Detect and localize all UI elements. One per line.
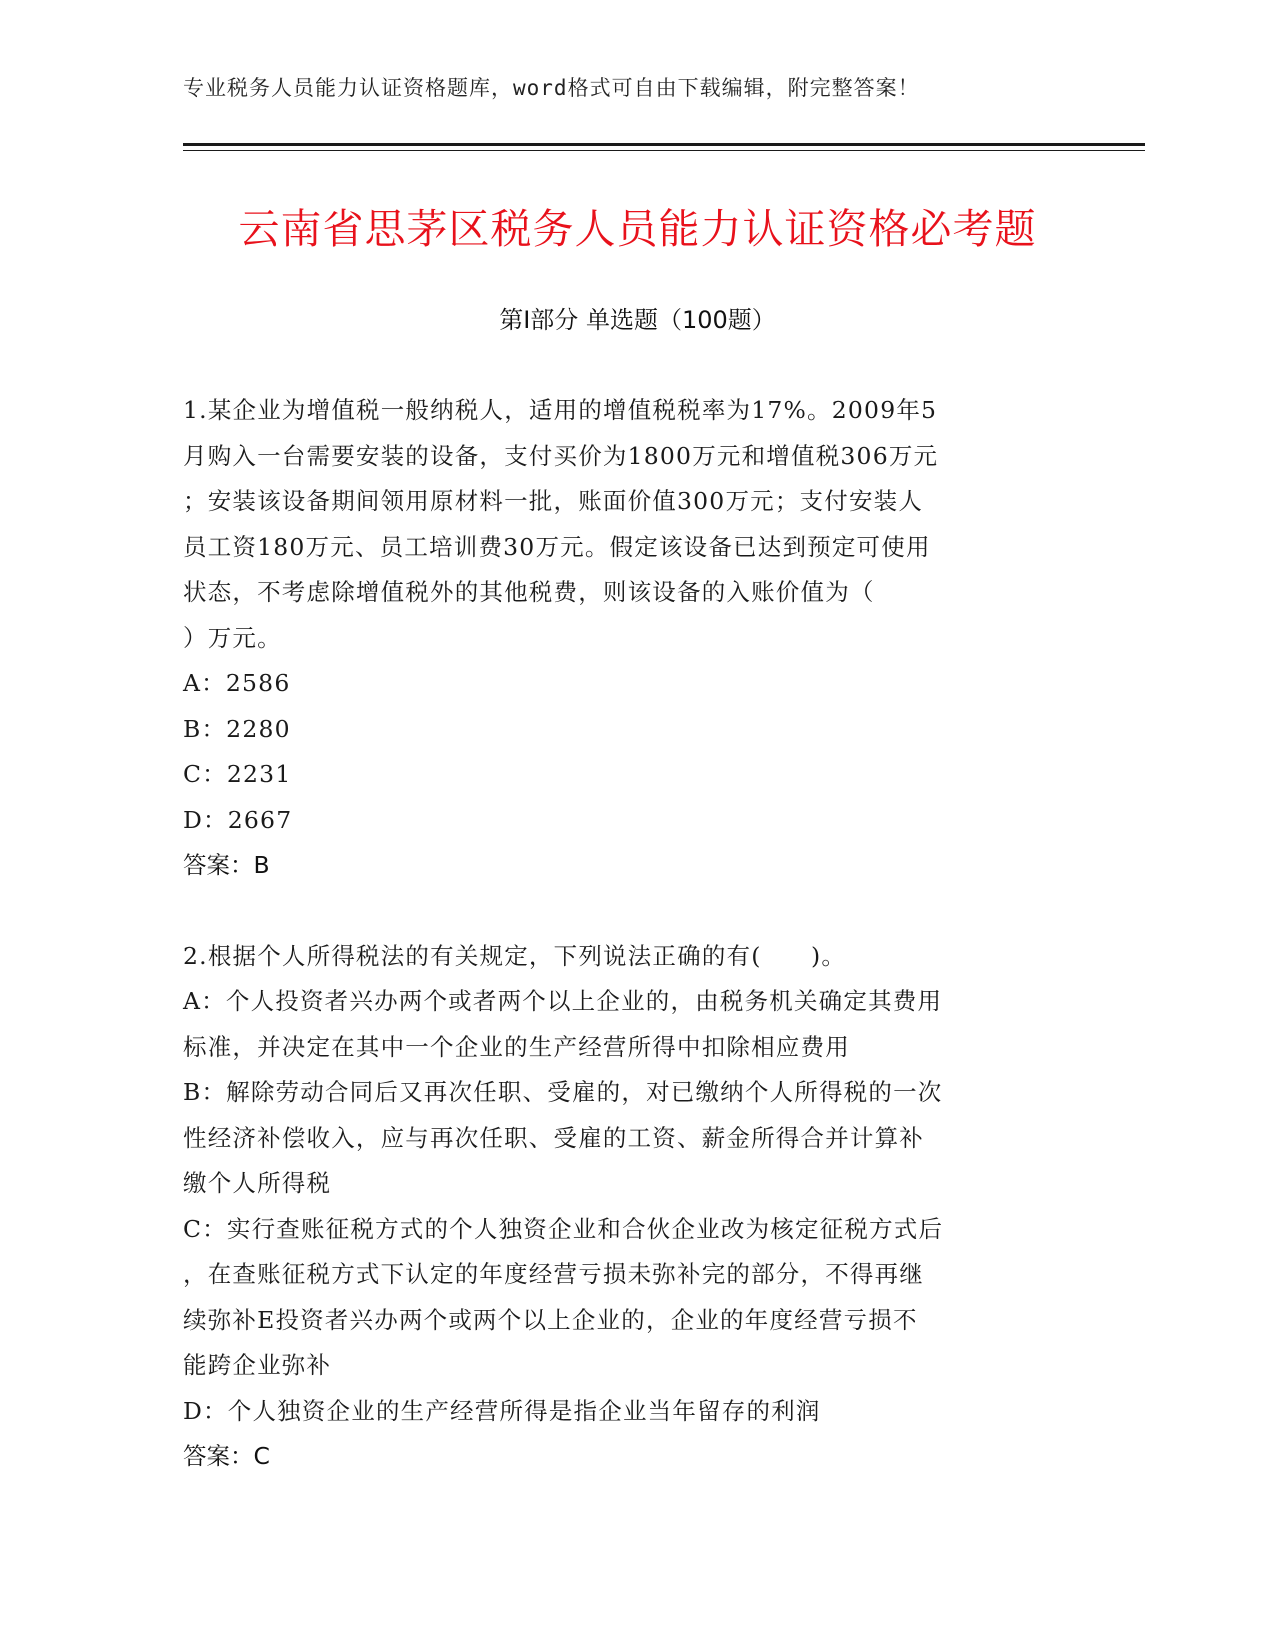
question-2 [183,934,1063,1480]
option-d: D：个人独资企业的生产经营所得是指企业当年留存的利润 [183,1396,821,1425]
question-line: ）万元。 [183,623,282,652]
option-a: A：个人投资者兴办两个或者两个以上企业的，由税务机关确定其费用 [183,987,943,1015]
answer: 答案：B [183,851,270,879]
question-line: 2.根据个人所得税法的有关规定，下列说法正确的有( )。 [183,941,847,970]
header-note: 专业税务人员能力认证资格题库，word格式可自由下载编辑，附完整答案！ [183,76,920,100]
header-rule-thick [183,143,1145,146]
question-line: 1.某企业为增值税一般纳税人，适用的增值税税率为17%。2009年5 [183,396,938,424]
question-line: 月购入一台需要安装的设备，支付买价为1800万元和增值税306万元 [183,441,939,470]
document-title: 云南省思茅区税务人员能力认证资格必考题 [238,205,1037,253]
option-a-continued: 标准，并决定在其中一个企业的生产经营所得中扣除相应费用 [183,1032,850,1061]
option-c: C：2231 [183,760,292,788]
option-b-continued: 缴个人所得税 [183,1169,332,1197]
section-title: 第Ⅰ部分 单选题（100题） [499,306,776,334]
question-list [183,388,1063,1525]
question-line: 状态，不考虑除增值税外的其他税费，则该设备的入账价值为（ [183,578,875,606]
option-b: B：解除劳动合同后又再次任职、受雇的，对已缴纳个人所得税的一次 [183,1078,943,1106]
option-a: A：2586 [183,669,291,697]
answer: 答案：C [183,1442,270,1470]
question-1 [183,388,1063,889]
option-c-continued: 能跨企业弥补 [183,1351,332,1379]
option-b-continued: 性经济补偿收入，应与再次任职、受雇的工资、薪金所得合并计算补 [183,1123,924,1152]
option-c: C：实行查账征税方式的个人独资企业和合伙企业改为核定征税方式后 [183,1214,944,1243]
option-d: D：2667 [183,805,293,834]
option-c-continued: ，在查账征税方式下认定的年度经营亏损未弥补完的部分，不得再继 [183,1260,924,1288]
header-rule-thin [183,150,1145,151]
question-line: 员工资180万元、员工培训费30万元。假定该设备已达到预定可使用 [183,532,931,561]
option-c-continued: 续弥补E投资者兴办两个或两个以上企业的，企业的年度经营亏损不 [183,1305,918,1334]
option-b: B：2280 [183,714,291,743]
question-line: ；安装该设备期间领用原材料一批，账面价值300万元；支付安装人 [183,487,924,515]
